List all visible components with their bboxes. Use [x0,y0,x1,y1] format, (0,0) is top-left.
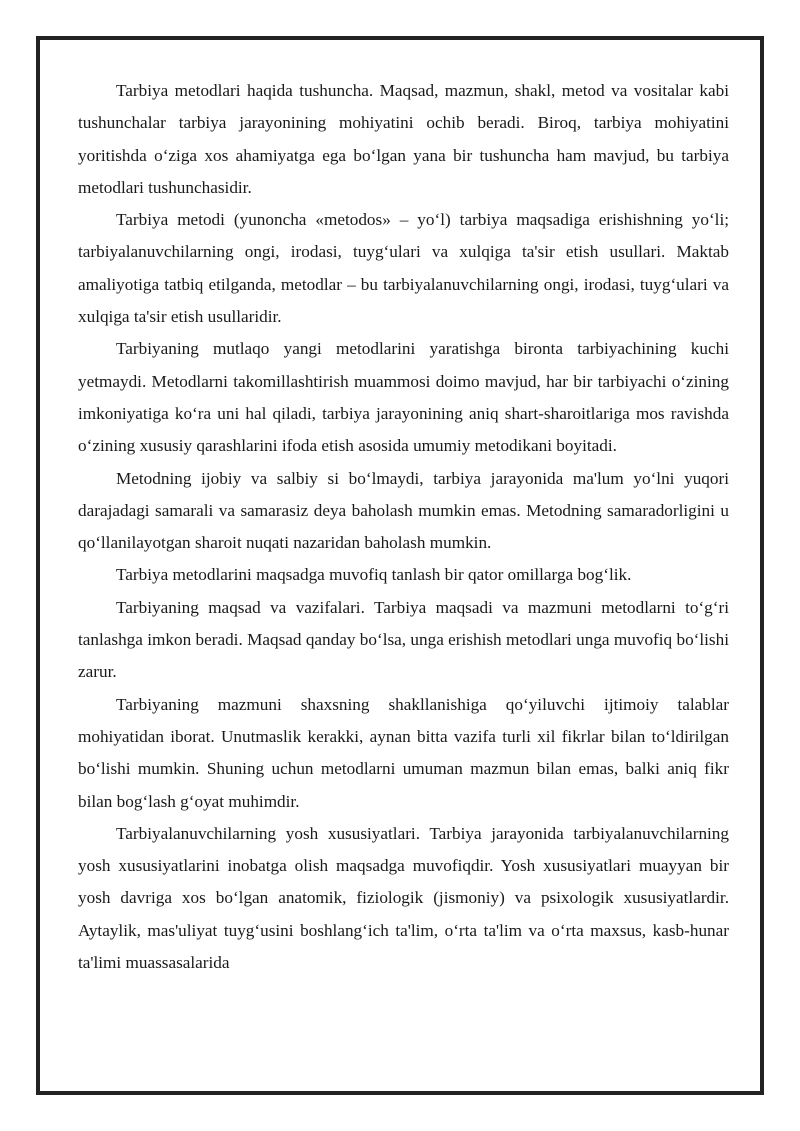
paragraph-1: Tarbiya metodlari haqida tushuncha. Maqsad, mazmun, shakl, metod va vositalar kabi tushunchalar tarbiya jarayonining mohiyatini ochib beradi. Biroq, tarbiya mohiyatini yoritishda o‘ziga xos ahamiyatga ega bo‘lgan yana bir tushuncha ham mavjud, bu tarbiya metodlari tushunchasidir. [78,81,729,197]
paragraph-2: Tarbiya metodi (yunoncha «metodos» – yo‘l) tarbiya maqsadiga erishishning yo‘li; tarbiyalanuvchilarning ongi, irodasi, tuyg‘ulari va xulqiga ta'sir etish usullari. Maktab amaliyotiga tatbiq etilganda, metodlar – bu tarbiyalanuvchilarning ongi, irodasi, tuyg‘ulari va xulqiga ta'sir etish usullaridir. [78,210,729,327]
paragraph-8: Tarbiyalanuvchilarning yosh xususiyatlari. Tarbiya jarayonida tarbiyalanuvchilarning yosh xususiyatlarini inobatga olish maqsadga muvofiqdir. Yosh xususiyatlari muayyan bir yosh davriga xos bo‘lgan anatomik, fiziologik (jismoniy) va psixologik xususiyatlardir. Aytaylik, mas'uliyat tuyg‘usini boshlang‘ich ta'lim, o‘rta ta'lim va o‘rta maxsus, kasb-hunar ta'limi muassasalarida [78,823,729,973]
paragraph-5: Tarbiya metodlarini maqsadga muvofiq tanlash bir qator omillarga bog‘lik. [116,565,632,585]
paragraph-3: Tarbiyaning mutlaqo yangi metodlarini yaratishga bironta tarbiyachining kuchi yetmaydi. Metodlarni takomillashtirish muammosi doimo mavjud, har bir tarbiyachi o‘zining imkoniyatiga ko‘ra uni hal qiladi, tarbiya jarayonining aniq shart-sharoitlariga mos ravishda o‘zining xususiy qarashlarini ifoda etish asosida umumiy metodikani boyitadi. [78,339,729,456]
paragraph-6: Tarbiyaning maqsad va vazifalari. Tarbiya maqsadi va mazmuni metodlarni to‘g‘ri tanlashga imkon beradi. Maqsad qanday bo‘lsa, unga erishish metodlari unga muvofiq bo‘lishi zarur. [78,597,729,682]
page-frame [36,36,764,1095]
paragraph-7: Tarbiyaning mazmuni shaxsning shakllanishiga qo‘yiluvchi ijtimoiy talablar mohiyatidan iborat. Unutmaslik kerakki, aynan bitta vazifa turli xil fikrlar bilan to‘ldirilgan bo‘lishi mumkin. Shuning uchun metodlarni umuman mazmun bilan emas, balki aniq fikr bilan bog‘lash g‘oyat muhimdir. [78,694,729,811]
document-body [78,75,729,979]
paragraph-4: Metodning ijobiy va salbiy si bo‘lmaydi, tarbiya jarayonida ma'lum yo‘lni yuqori darajadagi samarali va samarasiz deya baholash mumkin emas. Metodning samaradorligini u qo‘llanilayotgan sharoit nuqati nazaridan baholash mumkin. [78,468,729,553]
